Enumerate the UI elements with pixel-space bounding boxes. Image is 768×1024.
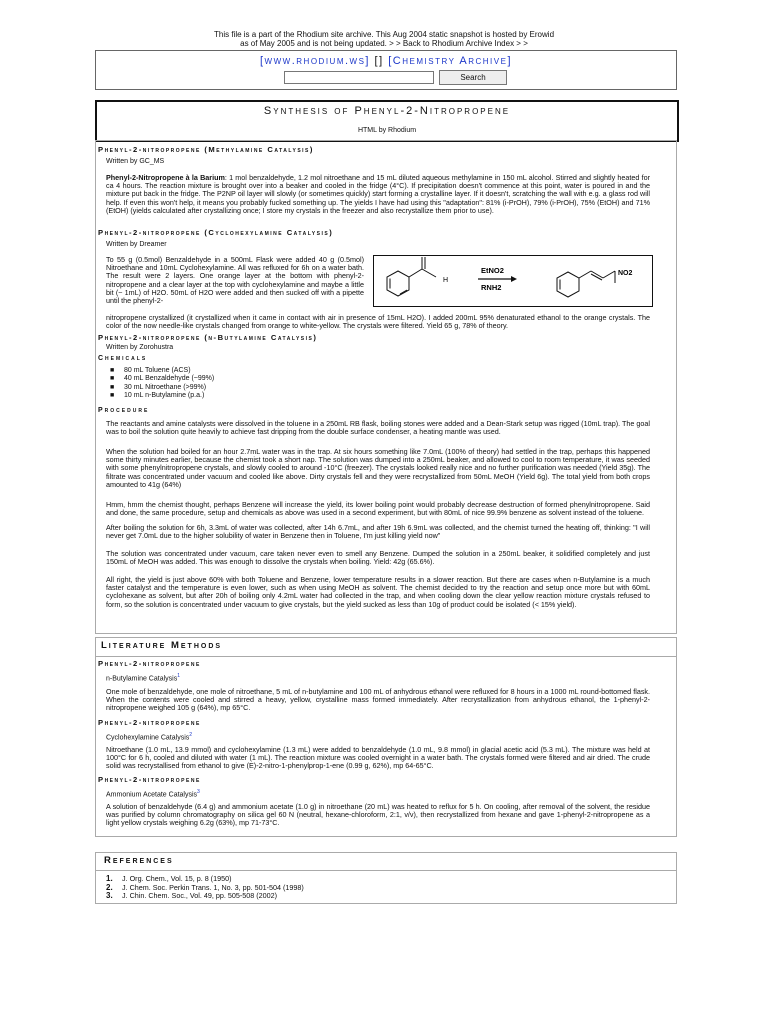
nav-links — [96, 55, 676, 67]
literature-heading: Literature Methods — [101, 640, 223, 651]
procedure-paragraph-5: The solution was concentrated under vacuum, care taken never even to smell any Benzene. Dumped the solution in a 250mL beaker, it solidified completely and just 150mL of MeOH was added. This was enough to dissolve the crystals when boiling. Yield: 42g (65.6%). — [106, 549, 650, 567]
author-gcms: Written by GC_MS — [106, 158, 165, 165]
lit-heading-2: Phenyl-2-nitropropene — [98, 718, 201, 727]
nitro-group-label: NO2 — [618, 270, 633, 277]
lit-heading-3: Phenyl-2-nitropropene — [98, 775, 201, 784]
procedure-paragraph-6: All right, the yield is just above 60% with both Toluene and Benzene, lower temperature results in a slower reaction. But there are cases when n-Butylamine is a much faster catalyst and the temperature is even lower, such as when using MeOH as solvent. The chemist decided to try the reaction and setup once more but with 60mL cyclohexane as solvent, but after 20h of boiling only 4.2mL water had collected in the trap, and when cooling down the clear yellow reaction mixture crystals refused to form, so the solution is concentrated under vacuum to give crystals, but the yield sucked as less than 10g of product could be isolated (< 15% yield). — [106, 575, 650, 609]
methylamine-text: : 1 mol benzaldehyde, 1.2 mol nitroethane and 15 mL diluted aqueous methylamine in 150 mL alcohol. Stirred and slightly heated for ca 4 hours. The reaction mixture is brought over into a beaker and cooled in the fridge (4°C). If precipitation doesn't commence at this point, water is poured in and the mixture put back in the fridge. The P2NP oil layer will slowly (or sometimes quickly) start forming a crystalline layer. If it doesn't, scratching the wall with e.g. a glass rod will help. If even this won't help, it means you probably fucked something up. The yields I have had using this "adaptation": 81% (i-PrOH), 79% (i-PrOH), 75% (EtOH) and 71% (EtOH) (yields calculated after crystallizing once; I store my crystals in the freezer and also recrystallize them prior to use). — [106, 173, 650, 215]
search-button[interactable]: Search — [439, 70, 507, 85]
cyclohexylamine-paragraph-left: To 55 g (0.5mol) Benzaldehyde in a 500mL Flask were added 40 g (0.5mol) Nitroethane and 10mL Cyclohexylamine. All was refluxed for 6h on a water bath. The result were 2 layers. One orange layer at the bottom with phenyl-2-nitropropene and a clear layer at the top with cyclohexylamine and maybe a little bit (~ 1mL) of H2O. 50mL of H2O were added and then sucked off with a pipette until the phenyl-2- — [106, 255, 364, 306]
author-dreamer: Written by Dreamer — [106, 241, 167, 248]
title-box — [95, 100, 679, 142]
section-heading-butylamine: Phenyl-2-nitropropene (n-Butylamine Catalysis) — [98, 333, 318, 342]
reaction-scheme — [373, 255, 653, 307]
chemical-item: ■ 40 mL Benzaldehyde (~99%) — [110, 375, 215, 383]
lit-text-1: One mole of benzaldehyde, one mole of nitroethane, 5 mL of n-butylamine and 100 mL of anhydrous ethanol were refluxed for 8 hours in a 1000 mL round-bottomed flask. When the contents were cooled and stirred a heavy, yellow, crystalline mass formed immediately. After recrystallization from anhydrous ethanol, the 1-phenyl-2-nitropropene weighed 105 g (64%), mp 65°C. — [106, 687, 650, 713]
banner-line-2[interactable]: as of May 2005 and is not being updated. > > Back to Rhodium Archive Index > > — [240, 39, 528, 48]
lit-text-3: A solution of benzaldehyde (6.4 g) and ammonium acetate (1.0 g) in nitroethane (20 mL) was heated to reflux for 5 h. On cooling, after removal of the solvent, the residue was purified by column chromatography on silica gel 60 N (neutral, hexane-chloroform, 2:1, v/v), then recrystallized from hexane and gave 1-phenyl-2-nitropropene as a light yellow crystals weighing 6.2g (63%), mp 71-73°C. — [106, 802, 650, 828]
reference-item: 3. J. Chin. Chem. Soc., Vol. 49, pp. 505-508 (2002) — [106, 891, 278, 900]
page-title: Synthesis of Phenyl-2-Nitropropene — [263, 105, 511, 117]
byline: HTML by Rhodium — [357, 127, 417, 134]
reagent-nitroethane: EtNO2 — [481, 266, 504, 275]
reference-item: 2. J. Chem. Soc. Perkin Trans. 1, No. 3, pp. 501-504 (1998) — [106, 882, 304, 892]
author-zorohustra: Written by Zorohustra — [106, 344, 174, 351]
references-heading: References — [104, 855, 174, 866]
reference-item: 1. J. Org. Chem., Vol. 15, p. 8 (1950) — [106, 874, 232, 883]
nav-separator: [] — [374, 55, 384, 67]
ref-link-2[interactable]: 2 — [189, 732, 193, 738]
procedure-paragraph-3: Hmm, hmm the chemist thought, perhaps Benzene will increase the yield, its lower boiling point would probably decrease destruction of formed phenylnitropropene. Said and done, the same procedure, setup and chemicals as above was used in a second experiment, but with 80mL of nice 99.9% benzene as solvent instead of the toluene. — [106, 500, 650, 518]
search-input[interactable] — [284, 71, 434, 84]
chemicals-heading: Chemicals — [98, 355, 148, 362]
chemical-item: ■ 10 mL n-Butylamine (p.a.) — [110, 391, 205, 399]
chemical-item: ■ 30 mL Nitroethane (>99%) — [110, 383, 207, 391]
section-heading-methylamine: Phenyl-2-nitropropene (Methylamine Catalysis) — [98, 145, 314, 154]
rhodium-site-link[interactable]: [www.rhodium.ws] — [260, 55, 370, 67]
chemistry-archive-link[interactable]: [Chemistry Archive] — [388, 55, 512, 67]
procedure-paragraph-1: The reactants and amine catalysts were dissolved in the toluene in a 250mL RB flask, boiling stones were added and a Dean-Stark setup was rigged (10mL trap). The goal was to boil the solution quite heavily to achieve fast dripping from the double surface condenser, a heating mantle was used. — [106, 419, 650, 437]
nav-box — [95, 50, 677, 90]
lit-catalyst-3: Ammonium Acetate Catalysis$^3$ — [106, 789, 200, 799]
lit-text-2: Nitroethane (1.0 mL, 13.9 mmol) and cyclohexylamine (1.3 mL) were added to benzaldehyde (1.0 mL, 9.8 mmol) in glacial acetic acid (5.3 mL). The mixture was held at 100°C for 6 h, cooled and diluted with water (1 mL). The reaction mixture was cooled overnight in a water bath. The crystals formed were filtered and air dried. The crude solid was recrystallised from ethanol to give (E)-2-nitro-1-phenylprop-1-ene (0.99 g, 62%), mp 64-65°C. — [106, 745, 650, 771]
banner-line-1: This file is a part of the Rhodium site archive. This Aug 2004 static snapshot is hosted by Erowid — [213, 30, 555, 39]
chemicals-list — [110, 367, 214, 400]
procedure-paragraph-2: When the solution had boiled for an hour 2.7mL water was in the trap. At six hours something like 7.0mL (100% of theory) had settled in the trap, perhaps this happened some thirty minutes earlier, because the chemist took a short nap. The solution was dumped into a 250mL beaker, and allowed to cool to room temperature, it was seeded with some phenylnitropropene crystals, and slowly cooled to around -10°C (freezer). The crystals looked really nice and no further purification was needed (Yield 35g). The filtrate was concentrated under vacuum and cooled like above. Dirty crystals fell and they were recrystallized from 50mL MeOH (Yield 6g). The total yield from both crops amounted to 41g (64%) — [106, 447, 650, 489]
archive-banner — [0, 30, 768, 48]
procedure-paragraph-4: After boiling the solution for 6h, 3.3mL of water was collected, after 14h 6.7mL, and after 19h 6.9mL was collected, and the chemist turned the heating off, thinking: "I will never get 7.0mL due to the higher solubility of water in Benzene then in Toluene, I'm just killing yield now" — [106, 523, 650, 541]
methylamine-paragraph — [106, 174, 650, 215]
lit-heading-1: Phenyl-2-nitropropene — [98, 659, 201, 668]
references-header-bar — [96, 853, 676, 871]
chemical-item: ■ 80 mL Toluene (ACS) — [110, 367, 191, 374]
cyclohexylamine-paragraph-rest: nitropropene crystallized (it crystallized when it came in contact with air in presence of 15mL H2O). I added 200mL 95% denaturated ethanol to the orange crystals. The color of the now needle-like crystals changed from orange to white-yellow. The crystals were filtered. Yield 65 g, 78% of theory. — [106, 313, 650, 331]
references-list — [106, 875, 304, 901]
lit-catalyst-2: Cyclohexylamine Catalysis$^2$ — [106, 732, 193, 742]
methylamine-lead: Phenyl-2-Nitropropene à la Barium — [106, 173, 225, 182]
reagent-amine: RNH2 — [481, 283, 502, 292]
aldehyde-h-label: H — [443, 277, 449, 284]
lit-catalyst-1: n-Butylamine Catalysis$^1$ — [106, 673, 180, 683]
section-heading-cyclohexylamine: Phenyl-2-nitropropene (Cyclohexylamine Catalysis) — [98, 228, 334, 237]
procedure-heading: Procedure — [98, 407, 150, 414]
ref-link-1[interactable]: 1 — [177, 673, 180, 679]
ref-link-3[interactable]: 3 — [197, 789, 200, 795]
